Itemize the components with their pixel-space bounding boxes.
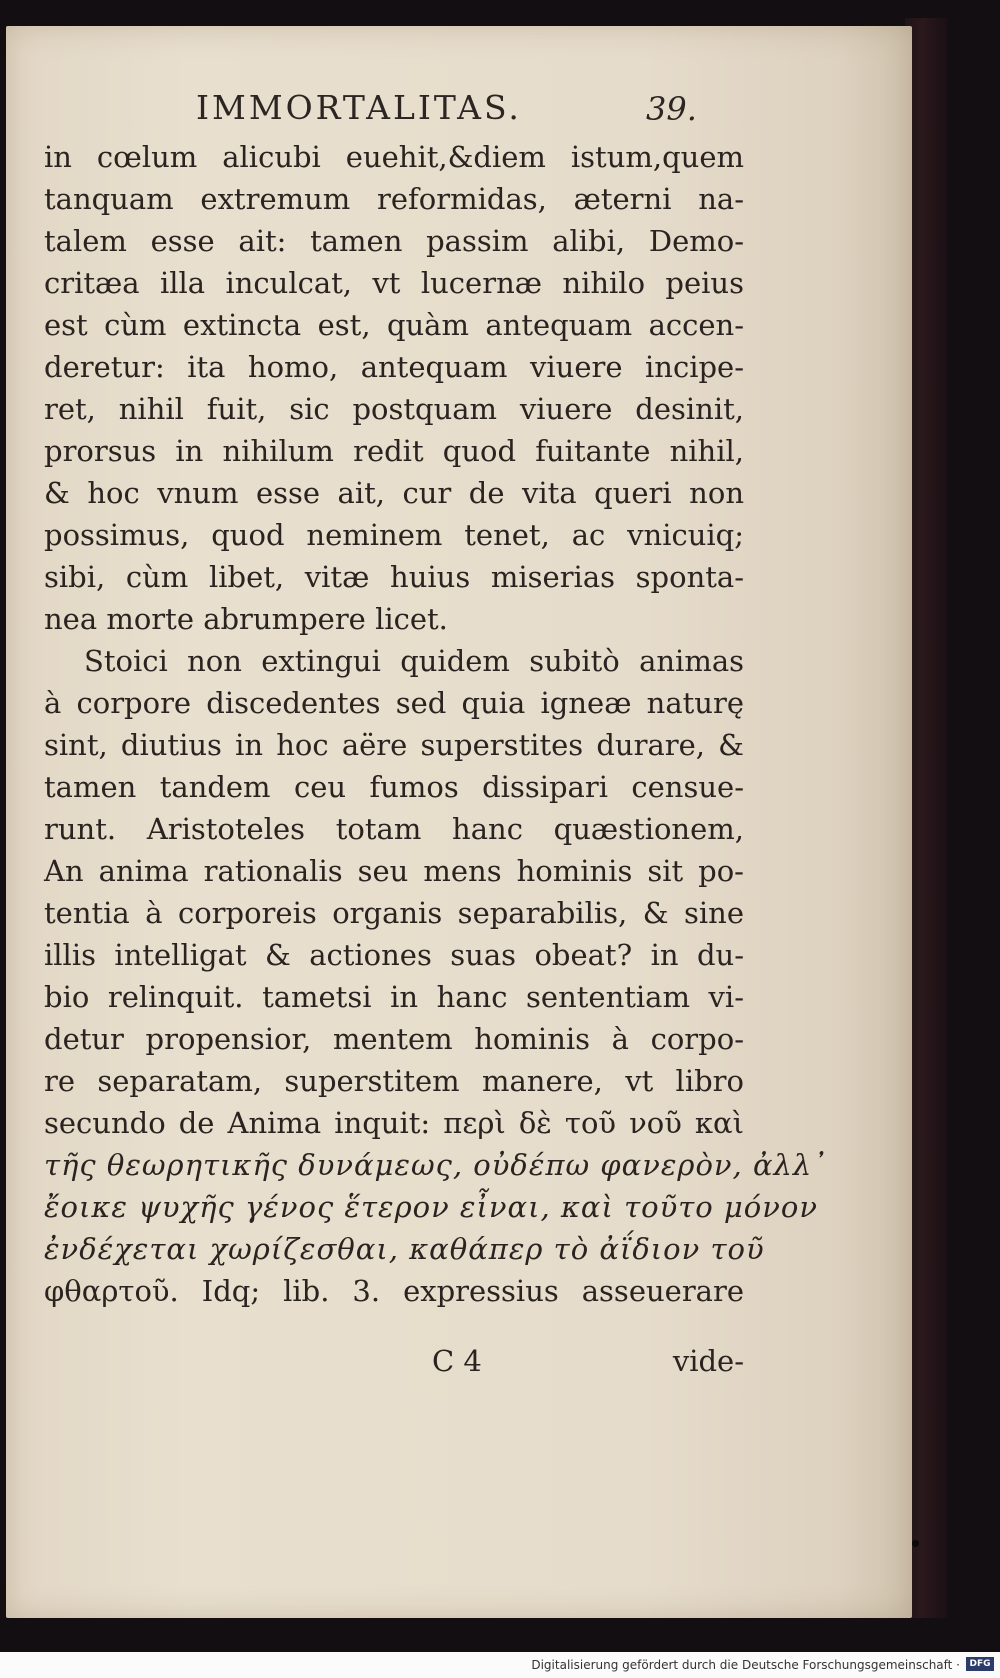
text-line: ret, nihil fuit, sic postquam viuere desinit, xyxy=(44,392,744,426)
text-line: sint, diutius in hoc aëre superstites durare, & xyxy=(44,728,744,762)
page-number: 39. xyxy=(646,90,697,128)
text-line: sibi, cùm libet, vitæ huius miserias sponta- xyxy=(44,560,744,594)
text-line: critæa illa inculcat, vt lucernæ nihilo peius xyxy=(44,266,744,300)
greek-text-line: ἔοικε ψυχῆς γένος ἕτερον εἶναι, καὶ τοῦτο μόνον xyxy=(44,1190,818,1224)
text-line: in cœlum alicubi euehit,&diem istum,quem xyxy=(44,140,744,174)
greek-text-line: τῆς θεωρητικῆς δυνάμεως, οὐδέπω φανερὸν, ἀλλ᾽ xyxy=(44,1148,828,1182)
text-line: secundo de Anima inquit: περὶ δὲ τοῦ νοῦ καὶ xyxy=(44,1106,744,1140)
text-line: illis intelligat & actiones suas obeat? in du- xyxy=(44,938,744,972)
book-page xyxy=(6,26,912,1618)
credit-bar xyxy=(0,1652,1000,1678)
signature-mark: C 4 xyxy=(432,1344,482,1378)
text-line: detur propensior, mentem hominis à corpo- xyxy=(44,1022,744,1056)
text-line: tanquam extremum reformidas, æterni na- xyxy=(44,182,744,216)
text-line: est cùm extincta est, quàm antequam accen- xyxy=(44,308,744,342)
greek-text-line: ἐνδέχεται χωρίζεσθαι, καθάπερ τὸ ἀΐδιον τοῦ xyxy=(44,1232,765,1266)
text-line: & hoc vnum esse ait, cur de vita queri non xyxy=(44,476,744,510)
text-line: tamen tandem ceu fumos dissipari censue- xyxy=(44,770,744,804)
text-line: An anima rationalis seu mens hominis sit po- xyxy=(44,854,744,888)
text-line: re separatam, superstitem manere, vt libro xyxy=(44,1064,744,1098)
text-line: φθαρτοῦ. Idq; lib. 3. expressius asseuerare xyxy=(44,1274,744,1308)
dfg-logo: DFG xyxy=(966,1657,994,1671)
body-text xyxy=(44,136,828,1312)
funding-credit: Digitalisierung gefördert durch die Deutsche Forschungsgemeinschaft · xyxy=(531,1658,960,1672)
text-line: tentia à corporeis organis separabilis, & sine xyxy=(44,896,744,930)
running-head: IMMORTALITAS. xyxy=(196,88,522,127)
text-line: Stoici non extingui quidem subitò animas xyxy=(84,644,744,678)
text-line: bio relinquit. tametsi in hanc sententiam vi- xyxy=(44,980,744,1014)
text-line: runt. Aristoteles totam hanc quæstionem, xyxy=(44,812,744,846)
text-line: deretur: ita homo, antequam viuere incipe- xyxy=(44,350,744,384)
text-line: possimus, quod neminem tenet, ac vnicuiq; xyxy=(44,518,744,552)
ink-dot xyxy=(912,1540,919,1547)
text-line: nea morte abrumpere licet. xyxy=(44,602,448,636)
text-line: talem esse ait: tamen passim alibi, Demo- xyxy=(44,224,744,258)
text-line: à corpore discedentes sed quia igneæ naturę xyxy=(44,686,744,720)
catchword: vide- xyxy=(672,1344,744,1378)
page-footer xyxy=(44,1344,744,1386)
text-line: prorsus in nihilum redit quod fuitante nihil, xyxy=(44,434,744,468)
